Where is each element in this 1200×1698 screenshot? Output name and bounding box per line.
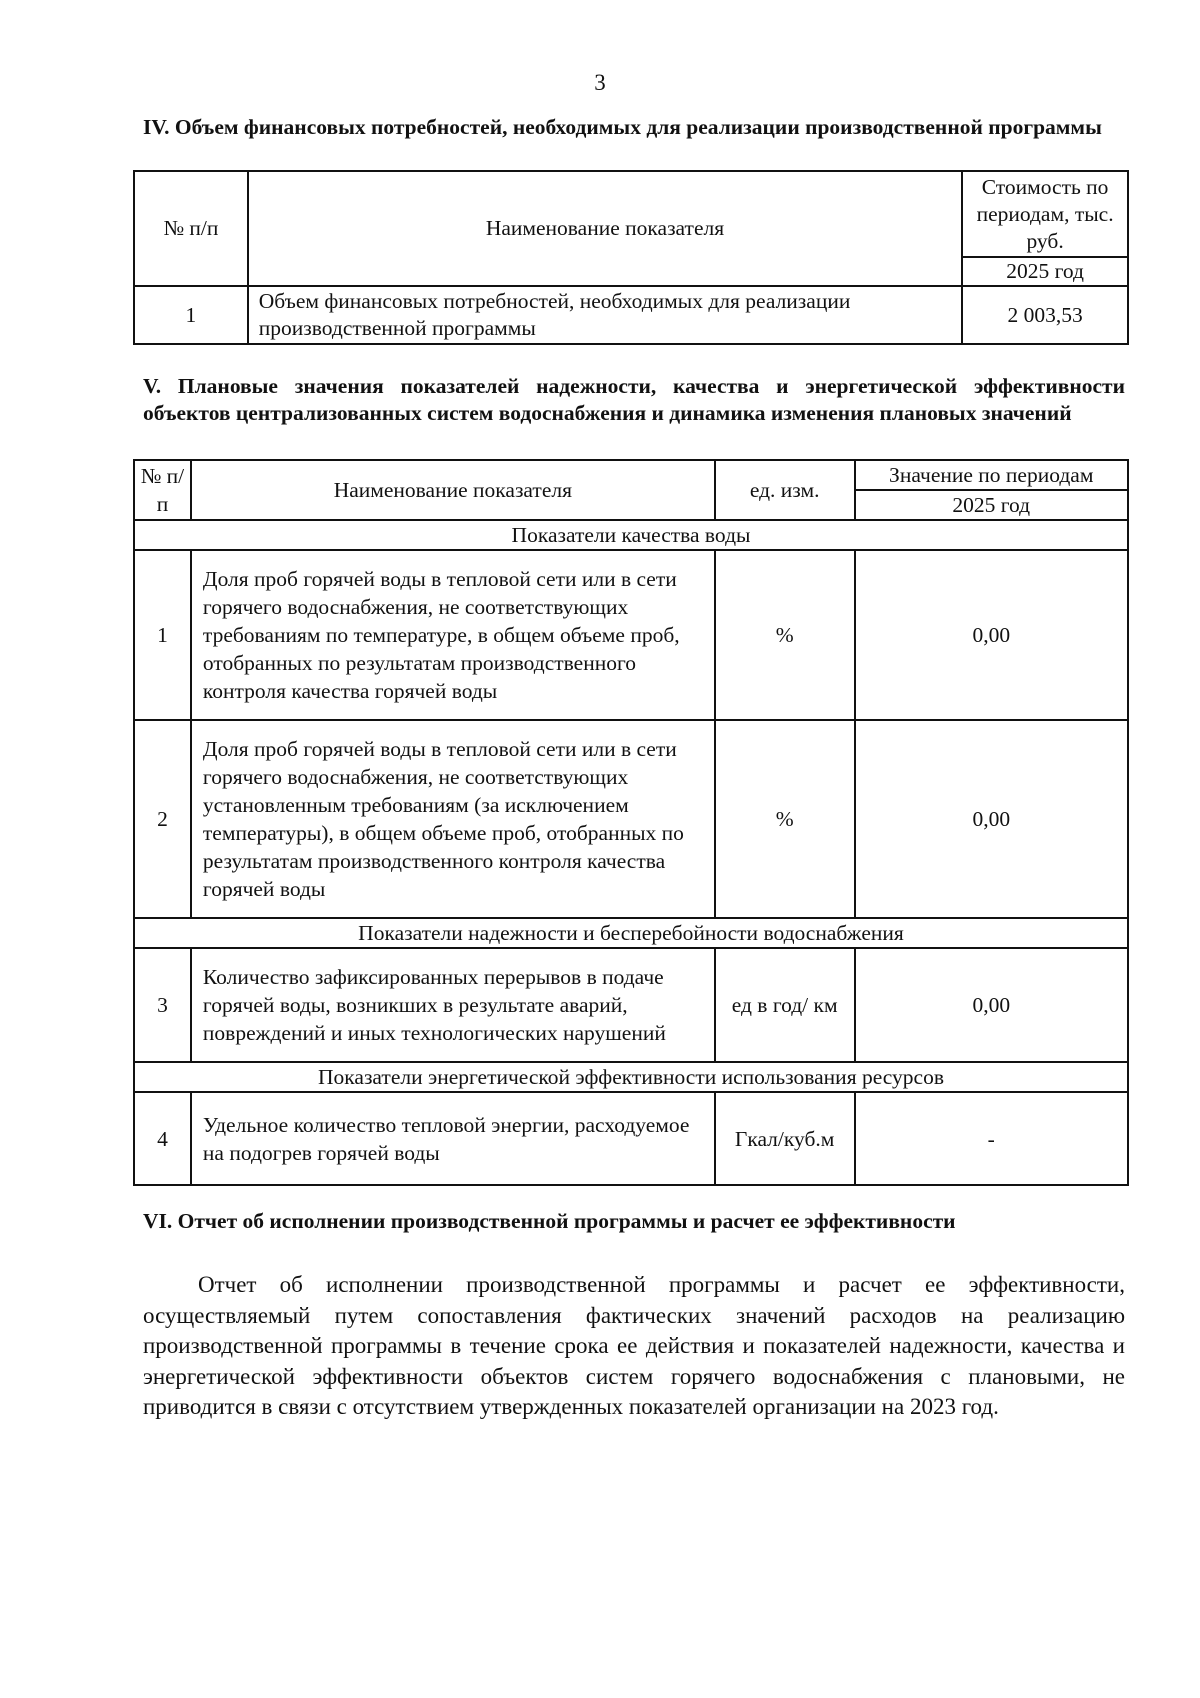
header-year: 2025 год (962, 257, 1128, 286)
section-4-heading: IV. Объем финансовых потребностей, необходимых для реализации производственной программы (143, 115, 1102, 139)
table-row (134, 550, 1128, 720)
row-value: 0,00 (855, 550, 1128, 720)
row-unit: % (715, 720, 855, 918)
row-value: 0,00 (855, 720, 1128, 918)
row-unit: ед в год/ км (715, 948, 855, 1062)
row-number: 3 (134, 948, 191, 1062)
header-indicator-name: Наименование показателя (248, 171, 962, 286)
row-value: 2 003,53 (962, 286, 1128, 344)
financial-needs-table (133, 170, 1129, 345)
row-value: 0,00 (855, 948, 1128, 1062)
row-indicator-name: Доля проб горячей воды в тепловой сети или в сети горячего водоснабжения, не соответствующих требованиям по температуре, в общем объеме проб, отобранных по результатам производственного контроля качества горячей воды (191, 550, 715, 720)
report-paragraph: Отчет об исполнении производственной программы и расчет ее эффективности, осуществляемый путем сопоставления фактических значений расходов на реализацию производственной программы в течение срока ее действия и показателей надежности, качества и энергетической эффективности объектов систем горячего водоснабжения с плановыми, не приводится в связи с отсутствием утвержденных показателей организации на 2023 год. (143, 1272, 1125, 1419)
row-number: 2 (134, 720, 191, 918)
table-row (134, 286, 1128, 344)
row-indicator-name: Объем финансовых потребностей, необходимых для реализации производственной программы (248, 286, 962, 344)
row-indicator-name: Удельное количество тепловой энергии, расходуемое на подогрев горячей воды (191, 1092, 715, 1185)
row-value: - (855, 1092, 1128, 1185)
row-unit: Гкал/куб.м (715, 1092, 855, 1185)
header-unit: ед. изм. (715, 460, 855, 520)
indicators-table (133, 459, 1129, 1186)
row-number: 4 (134, 1092, 191, 1185)
row-number: 1 (134, 550, 191, 720)
header-value-by-period: Значение по периодам (855, 460, 1128, 490)
group-water-quality: Показатели качества воды (134, 520, 1128, 550)
section-5-heading: V. Плановые значения показателей надежности, качества и энергетической эффективности объектов централизованных систем водоснабжения и динамика изменения плановых значений (143, 374, 1125, 425)
header-indicator-name: Наименование показателя (191, 460, 715, 520)
header-number: № п/п (134, 171, 248, 286)
header-cost: Стоимость по периодам, тыс. руб. (962, 171, 1128, 257)
table-row (134, 948, 1128, 1062)
page-number: 3 (594, 70, 606, 95)
row-number: 1 (134, 286, 248, 344)
row-indicator-name: Количество зафиксированных перерывов в подаче горячей воды, возникших в результате аварий, повреждений и иных технологических нарушений (191, 948, 715, 1062)
row-indicator-name: Доля проб горячей воды в тепловой сети или в сети горячего водоснабжения, не соответствующих установленным требованиям (за исключением температуры), в общем объеме проб, отобранных по результатам производственного контроля качества горячей воды (191, 720, 715, 918)
header-number: № п/п (134, 460, 191, 520)
section-6-heading: VI. Отчет об исполнении производственной программы и расчет ее эффективности (143, 1209, 956, 1233)
group-energy-efficiency: Показатели энергетической эффективности использования ресурсов (134, 1062, 1128, 1092)
table-row (134, 1092, 1128, 1185)
table-row (134, 720, 1128, 918)
header-year: 2025 год (855, 490, 1128, 520)
group-reliability: Показатели надежности и бесперебойности водоснабжения (134, 918, 1128, 948)
row-unit: % (715, 550, 855, 720)
